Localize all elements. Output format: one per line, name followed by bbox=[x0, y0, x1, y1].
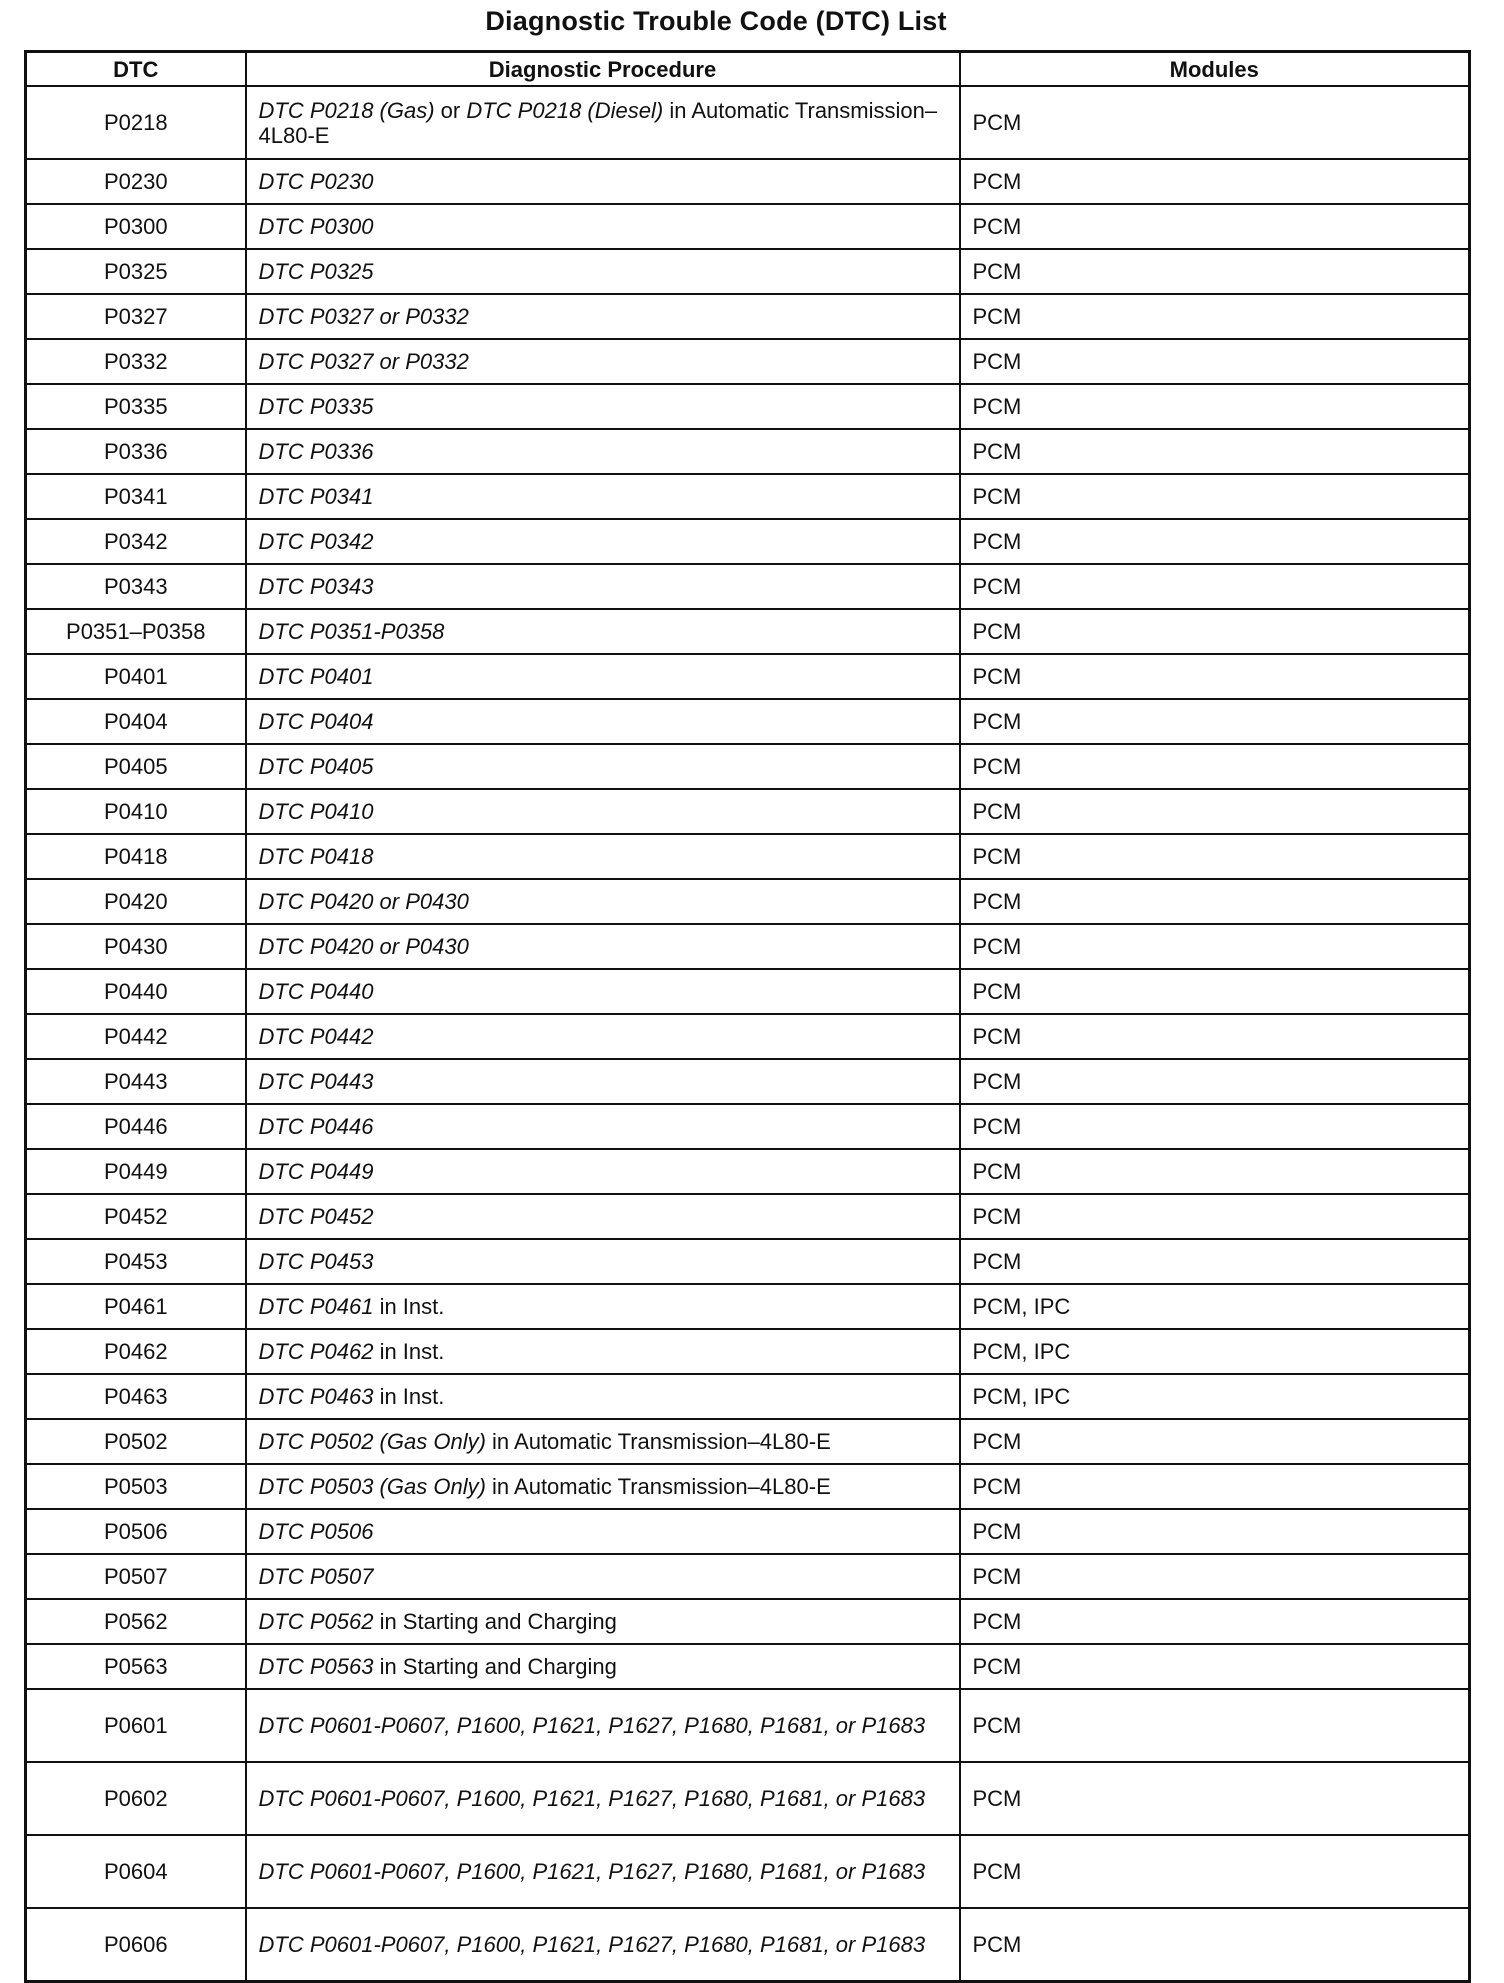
dtc-code-cell: P0602 bbox=[26, 1762, 246, 1835]
procedure-reference: DTC P0218 (Diesel) bbox=[466, 97, 664, 123]
procedure-reference: DTC P0420 or P0430 bbox=[258, 934, 469, 959]
diagnostic-procedure-cell bbox=[246, 384, 960, 429]
modules-cell: PCM bbox=[960, 474, 1470, 519]
dtc-code-cell: P0343 bbox=[26, 564, 246, 609]
table-row bbox=[26, 879, 1470, 924]
procedure-reference: DTC P0325 bbox=[258, 259, 374, 284]
table-row bbox=[26, 339, 1470, 384]
table-row bbox=[26, 654, 1470, 699]
procedure-reference: DTC P0342 bbox=[258, 529, 374, 554]
procedure-reference: DTC P0601-P0607, P1600, P1621, P1627, P1680, P1681, or P1683 bbox=[258, 1859, 926, 1884]
procedure-reference: DTC P0418 bbox=[258, 844, 374, 869]
procedure-reference: DTC P0601-P0607, P1600, P1621, P1627, P1680, P1681, or P1683 bbox=[258, 1786, 926, 1811]
modules-cell: PCM bbox=[960, 1835, 1470, 1908]
table-row bbox=[26, 1599, 1470, 1644]
procedure-reference: DTC P0462 bbox=[258, 1339, 374, 1364]
diagnostic-procedure-cell bbox=[246, 1419, 960, 1464]
diagnostic-procedure-cell bbox=[246, 339, 960, 384]
table-row bbox=[26, 1284, 1470, 1329]
column-header-modules: Modules bbox=[960, 52, 1470, 87]
dtc-code-cell: P0230 bbox=[26, 159, 246, 204]
table-row bbox=[26, 159, 1470, 204]
diagnostic-procedure-cell bbox=[246, 474, 960, 519]
diagnostic-procedure-cell bbox=[246, 1329, 960, 1374]
diagnostic-procedure-cell bbox=[246, 1239, 960, 1284]
modules-cell: PCM bbox=[960, 1419, 1470, 1464]
procedure-text: in Automatic Transmission–4L80-E bbox=[258, 97, 938, 148]
dtc-code-cell: P0601 bbox=[26, 1689, 246, 1762]
procedure-reference: DTC P0335 bbox=[258, 394, 374, 419]
diagnostic-procedure-cell bbox=[246, 744, 960, 789]
dtc-code-cell: P0405 bbox=[26, 744, 246, 789]
dtc-table bbox=[24, 50, 1471, 1983]
procedure-reference: DTC P0300 bbox=[258, 214, 374, 239]
procedure-reference: DTC P0563 bbox=[258, 1654, 374, 1679]
diagnostic-procedure-cell bbox=[246, 789, 960, 834]
modules-cell: PCM bbox=[960, 1194, 1470, 1239]
dtc-code-cell: P0335 bbox=[26, 384, 246, 429]
modules-cell: PCM bbox=[960, 834, 1470, 879]
diagnostic-procedure-cell bbox=[246, 1014, 960, 1059]
modules-cell: PCM bbox=[960, 1762, 1470, 1835]
modules-cell: PCM bbox=[960, 1464, 1470, 1509]
procedure-reference: DTC P0327 or P0332 bbox=[258, 349, 469, 374]
procedure-reference: DTC P0443 bbox=[258, 1069, 374, 1094]
diagnostic-procedure-cell bbox=[246, 204, 960, 249]
table-row bbox=[26, 1554, 1470, 1599]
diagnostic-procedure-cell bbox=[246, 699, 960, 744]
dtc-code-cell: P0327 bbox=[26, 294, 246, 339]
procedure-reference: DTC P0506 bbox=[258, 1519, 374, 1544]
diagnostic-procedure-cell bbox=[246, 249, 960, 294]
table-row bbox=[26, 1014, 1470, 1059]
modules-cell: PCM bbox=[960, 609, 1470, 654]
procedure-reference: DTC P0351-P0358 bbox=[258, 619, 445, 644]
diagnostic-procedure-cell bbox=[246, 1194, 960, 1239]
diagnostic-procedure-cell bbox=[246, 1149, 960, 1194]
procedure-reference: DTC P0449 bbox=[258, 1159, 374, 1184]
diagnostic-procedure-cell bbox=[246, 654, 960, 699]
procedure-reference: DTC P0463 bbox=[258, 1384, 374, 1409]
diagnostic-procedure-cell bbox=[246, 1835, 960, 1908]
table-row bbox=[26, 789, 1470, 834]
procedure-reference: DTC P0404 bbox=[258, 709, 374, 734]
modules-cell: PCM bbox=[960, 1149, 1470, 1194]
dtc-code-cell: P0410 bbox=[26, 789, 246, 834]
diagnostic-procedure-cell bbox=[246, 834, 960, 879]
dtc-code-cell: P0604 bbox=[26, 1835, 246, 1908]
dtc-code-cell: P0452 bbox=[26, 1194, 246, 1239]
dtc-code-cell: P0440 bbox=[26, 969, 246, 1014]
procedure-reference: DTC P0502 (Gas Only) bbox=[258, 1429, 486, 1454]
dtc-code-cell: P0442 bbox=[26, 1014, 246, 1059]
procedure-reference: DTC P0601-P0607, P1600, P1621, P1627, P1680, P1681, or P1683 bbox=[258, 1932, 926, 1957]
procedure-reference: DTC P0218 (Gas) bbox=[258, 97, 435, 123]
dtc-code-cell: P0401 bbox=[26, 654, 246, 699]
diagnostic-procedure-cell bbox=[246, 86, 960, 159]
dtc-code-cell: P0325 bbox=[26, 249, 246, 294]
modules-cell: PCM bbox=[960, 1104, 1470, 1149]
dtc-code-cell: P0453 bbox=[26, 1239, 246, 1284]
procedure-text: in Automatic Transmission–4L80-E bbox=[485, 1429, 831, 1454]
dtc-code-cell: P0606 bbox=[26, 1908, 246, 1982]
dtc-code-cell: P0563 bbox=[26, 1644, 246, 1689]
modules-cell: PCM bbox=[960, 1239, 1470, 1284]
column-header-procedure: Diagnostic Procedure bbox=[246, 52, 960, 87]
table-row bbox=[26, 1374, 1470, 1419]
diagnostic-procedure-cell bbox=[246, 1374, 960, 1419]
table-row bbox=[26, 1509, 1470, 1554]
table-row bbox=[26, 294, 1470, 339]
table-row bbox=[26, 1104, 1470, 1149]
table-row bbox=[26, 1419, 1470, 1464]
dtc-code-cell: P0503 bbox=[26, 1464, 246, 1509]
procedure-reference: DTC P0343 bbox=[258, 574, 374, 599]
dtc-code-cell: P0507 bbox=[26, 1554, 246, 1599]
diagnostic-procedure-cell bbox=[246, 294, 960, 339]
procedure-reference: DTC P0341 bbox=[258, 484, 374, 509]
procedure-reference: DTC P0562 bbox=[258, 1609, 374, 1634]
procedure-reference: DTC P0446 bbox=[258, 1114, 374, 1139]
diagnostic-procedure-cell bbox=[246, 429, 960, 474]
modules-cell: PCM bbox=[960, 1554, 1470, 1599]
table-row bbox=[26, 429, 1470, 474]
table-row bbox=[26, 1239, 1470, 1284]
table-row bbox=[26, 744, 1470, 789]
modules-cell: PCM bbox=[960, 294, 1470, 339]
procedure-text: in Inst. bbox=[373, 1384, 445, 1409]
table-row bbox=[26, 969, 1470, 1014]
modules-cell: PCM bbox=[960, 384, 1470, 429]
procedure-reference: DTC P0401 bbox=[258, 664, 374, 689]
procedure-reference: DTC P0230 bbox=[258, 169, 374, 194]
dtc-code-cell: P0218 bbox=[26, 86, 246, 159]
dtc-code-cell: P0332 bbox=[26, 339, 246, 384]
table-row bbox=[26, 1194, 1470, 1239]
table-row bbox=[26, 519, 1470, 564]
diagnostic-procedure-cell bbox=[246, 879, 960, 924]
page-title: Diagnostic Trouble Code (DTC) List bbox=[485, 6, 947, 36]
procedure-reference: DTC P0420 or P0430 bbox=[258, 889, 469, 914]
diagnostic-procedure-cell bbox=[246, 1059, 960, 1104]
table-row bbox=[26, 609, 1470, 654]
modules-cell: PCM bbox=[960, 1509, 1470, 1554]
modules-cell: PCM bbox=[960, 1908, 1470, 1982]
modules-cell: PCM bbox=[960, 1644, 1470, 1689]
dtc-code-cell: P0418 bbox=[26, 834, 246, 879]
diagnostic-procedure-cell bbox=[246, 1464, 960, 1509]
dtc-code-cell: P0463 bbox=[26, 1374, 246, 1419]
modules-cell: PCM bbox=[960, 699, 1470, 744]
procedure-text: in Automatic Transmission–4L80-E bbox=[485, 1474, 831, 1499]
modules-cell: PCM bbox=[960, 86, 1470, 159]
diagnostic-procedure-cell bbox=[246, 1762, 960, 1835]
dtc-code-cell: P0420 bbox=[26, 879, 246, 924]
table-row bbox=[26, 1762, 1470, 1835]
procedure-reference: DTC P0507 bbox=[258, 1564, 374, 1589]
diagnostic-procedure-cell bbox=[246, 1644, 960, 1689]
procedure-reference: DTC P0410 bbox=[258, 799, 374, 824]
modules-cell: PCM bbox=[960, 1014, 1470, 1059]
dtc-code-cell: P0336 bbox=[26, 429, 246, 474]
procedure-text: or bbox=[434, 97, 467, 123]
table-row bbox=[26, 249, 1470, 294]
table-row bbox=[26, 474, 1470, 519]
dtc-code-cell: P0443 bbox=[26, 1059, 246, 1104]
table-row bbox=[26, 1149, 1470, 1194]
diagnostic-procedure-cell bbox=[246, 564, 960, 609]
table-row bbox=[26, 924, 1470, 969]
diagnostic-procedure-cell bbox=[246, 159, 960, 204]
procedure-reference: DTC P0440 bbox=[258, 979, 374, 1004]
dtc-code-cell: P0562 bbox=[26, 1599, 246, 1644]
procedure-reference: DTC P0601-P0607, P1600, P1621, P1627, P1680, P1681, or P1683 bbox=[258, 1713, 926, 1738]
diagnostic-procedure-cell bbox=[246, 519, 960, 564]
procedure-reference: DTC P0461 bbox=[258, 1294, 374, 1319]
column-header-dtc: DTC bbox=[26, 52, 246, 87]
diagnostic-procedure-cell bbox=[246, 1599, 960, 1644]
table-row bbox=[26, 834, 1470, 879]
procedure-reference: DTC P0336 bbox=[258, 439, 374, 464]
modules-cell: PCM, IPC bbox=[960, 1329, 1470, 1374]
table-row bbox=[26, 564, 1470, 609]
table-row bbox=[26, 1908, 1470, 1982]
modules-cell: PCM bbox=[960, 204, 1470, 249]
diagnostic-procedure-cell bbox=[246, 1689, 960, 1762]
procedure-text: in Starting and Charging bbox=[373, 1609, 617, 1634]
dtc-code-cell: P0351–P0358 bbox=[26, 609, 246, 654]
modules-cell: PCM bbox=[960, 744, 1470, 789]
table-row bbox=[26, 204, 1470, 249]
dtc-code-cell: P0461 bbox=[26, 1284, 246, 1329]
modules-cell: PCM bbox=[960, 429, 1470, 474]
procedure-reference: DTC P0452 bbox=[258, 1204, 374, 1229]
table-row bbox=[26, 384, 1470, 429]
modules-cell: PCM bbox=[960, 969, 1470, 1014]
dtc-code-cell: P0506 bbox=[26, 1509, 246, 1554]
diagnostic-procedure-cell bbox=[246, 1554, 960, 1599]
modules-cell: PCM bbox=[960, 1599, 1470, 1644]
table-row bbox=[26, 1644, 1470, 1689]
table-row bbox=[26, 1835, 1470, 1908]
dtc-code-cell: P0341 bbox=[26, 474, 246, 519]
modules-cell: PCM bbox=[960, 789, 1470, 834]
procedure-text: in Inst. bbox=[373, 1294, 445, 1319]
modules-cell: PCM bbox=[960, 249, 1470, 294]
diagnostic-procedure-cell bbox=[246, 1284, 960, 1329]
procedure-reference: DTC P0327 or P0332 bbox=[258, 304, 469, 329]
dtc-code-cell: P0430 bbox=[26, 924, 246, 969]
modules-cell: PCM bbox=[960, 1059, 1470, 1104]
diagnostic-procedure-cell bbox=[246, 1104, 960, 1149]
modules-cell: PCM bbox=[960, 654, 1470, 699]
table-row bbox=[26, 1329, 1470, 1374]
diagnostic-procedure-cell bbox=[246, 924, 960, 969]
table-row bbox=[26, 1464, 1470, 1509]
table-body bbox=[26, 86, 1470, 1982]
diagnostic-procedure-cell bbox=[246, 609, 960, 654]
dtc-code-cell: P0502 bbox=[26, 1419, 246, 1464]
dtc-code-cell: P0449 bbox=[26, 1149, 246, 1194]
procedure-reference: DTC P0405 bbox=[258, 754, 374, 779]
modules-cell: PCM bbox=[960, 879, 1470, 924]
procedure-text: in Inst. bbox=[373, 1339, 445, 1364]
dtc-code-cell: P0404 bbox=[26, 699, 246, 744]
table-row bbox=[26, 699, 1470, 744]
table-row bbox=[26, 1689, 1470, 1762]
procedure-text: in Starting and Charging bbox=[373, 1654, 617, 1679]
dtc-code-cell: P0446 bbox=[26, 1104, 246, 1149]
modules-cell: PCM bbox=[960, 519, 1470, 564]
table-row bbox=[26, 86, 1470, 159]
diagnostic-procedure-cell bbox=[246, 969, 960, 1014]
modules-cell: PCM bbox=[960, 564, 1470, 609]
modules-cell: PCM bbox=[960, 159, 1470, 204]
modules-cell: PCM bbox=[960, 1689, 1470, 1762]
modules-cell: PCM bbox=[960, 339, 1470, 384]
procedure-reference: DTC P0442 bbox=[258, 1024, 374, 1049]
modules-cell: PCM, IPC bbox=[960, 1284, 1470, 1329]
procedure-reference: DTC P0503 (Gas Only) bbox=[258, 1474, 486, 1499]
diagnostic-procedure-cell bbox=[246, 1908, 960, 1982]
diagnostic-procedure-cell bbox=[246, 1509, 960, 1554]
table-row bbox=[26, 1059, 1470, 1104]
modules-cell: PCM bbox=[960, 924, 1470, 969]
dtc-code-cell: P0462 bbox=[26, 1329, 246, 1374]
dtc-code-cell: P0300 bbox=[26, 204, 246, 249]
modules-cell: PCM, IPC bbox=[960, 1374, 1470, 1419]
table-header-row bbox=[26, 52, 1470, 87]
procedure-reference: DTC P0453 bbox=[258, 1249, 374, 1274]
dtc-code-cell: P0342 bbox=[26, 519, 246, 564]
